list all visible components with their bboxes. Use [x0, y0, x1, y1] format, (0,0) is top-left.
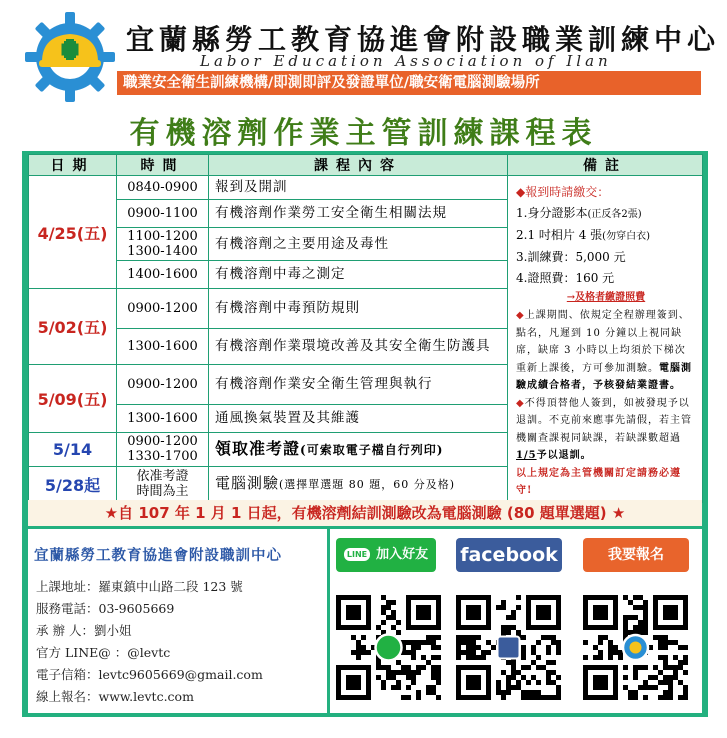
notes-item: 3.訓練費：5,000 元: [516, 250, 626, 264]
table-header-row: [29, 155, 703, 176]
course-cell: 有機溶劑作業勞工安全衛生相關法規: [209, 200, 508, 228]
course-cell: 有機溶劑作業環境改善及其安全衛生防護具: [209, 329, 508, 365]
pass-fee-note: →及格者繳證照費: [566, 292, 646, 303]
time-cell: 1400-1600: [117, 261, 209, 289]
time-cell: 依准考證 時間為主: [117, 466, 209, 502]
exam-change-banner: ★自 107 年 1 月 1 日起，有機溶劑結訓測驗改為電腦測驗 (80 題單選題) ★: [28, 500, 702, 526]
notes-item: 2.1 吋相片 4 張(勿穿白衣): [516, 228, 650, 242]
course-cell: 領取准考證(可索取電子檔自行列印): [209, 432, 508, 466]
social-panel: [330, 529, 702, 713]
time-cell: 0900-1200: [117, 365, 209, 404]
contact-line: 官方 LINE@ ：@levtc: [36, 645, 171, 660]
header-date: 日期: [29, 155, 117, 176]
header-course: 課程內容: [209, 155, 508, 176]
time-cell: 1100-1200 1300-1400: [117, 228, 209, 261]
date-cell: 5/28起: [29, 466, 117, 502]
header-notes: 備註: [508, 155, 703, 176]
contact-handler: 承 辦 人：劉小姐: [36, 623, 132, 638]
time-cell: 0900-1200: [117, 289, 209, 329]
course-cell: 有機溶劑中毒預防規則: [209, 289, 508, 329]
rules-paragraph-1: ◆上課期間、依規定全程辦理簽到、點名，凡遲到 10 分鐘以上視同缺席，缺席 3 小時以上均須於下梯次重新上課後，方可參加測驗。電腦測驗成績合格者，予核發結業證書。: [516, 310, 692, 391]
contact-address: 上課地址：羅東鎮中山路二段 123 號: [36, 579, 243, 594]
date-cell: 5/02(五): [29, 289, 117, 365]
time-cell: 0840-0900: [117, 176, 209, 200]
time-cell: 1300-1600: [117, 329, 209, 365]
contact-panel: [28, 529, 327, 713]
course-schedule-table: [28, 154, 703, 503]
time-cell: 0900-1200 1330-1700: [117, 432, 209, 466]
contact-email[interactable]: 電子信箱：levtc9605669@gmail.com: [36, 667, 263, 682]
header-time: 時間: [117, 155, 209, 176]
hard-hat-cross-logo: [25, 12, 115, 102]
signup-qr-code-icon[interactable]: [583, 595, 688, 700]
line-qr-code-icon[interactable]: [336, 595, 441, 700]
line-add-friend-button[interactable]: LINE 加入好友: [336, 538, 436, 572]
course-cell: 電腦測驗(選擇單選題 80 題，60 分及格): [209, 466, 508, 502]
notes-cell: [508, 176, 703, 503]
time-cell: 1300-1600: [117, 404, 209, 432]
rules-paragraph-3: 以上規定為主管機關訂定請務必遵守!: [516, 467, 681, 496]
course-cell: 通風換氣裝置及其維護: [209, 404, 508, 432]
date-cell: 5/14: [29, 432, 117, 466]
contact-website[interactable]: 線上報名：www.levtc.com: [36, 689, 194, 704]
signup-button[interactable]: 我要報名: [583, 538, 689, 572]
facebook-button[interactable]: facebook: [456, 538, 562, 572]
table-row: [29, 176, 703, 200]
notes-item: 4.證照費：160 元: [516, 271, 615, 285]
course-cell: 報到及開訓: [209, 176, 508, 200]
tagline-bar: 職業安全衛生訓練機構/即測即評及發證單位/職安衛電腦測驗場所: [117, 71, 701, 95]
facebook-qr-code-icon[interactable]: [456, 595, 561, 700]
org-name: 宜蘭縣勞工教育協進會附設職業訓練中心: [126, 23, 721, 56]
notes-item: 1.身分證影本(正反各2張): [516, 206, 642, 220]
header: [0, 0, 727, 110]
notes-heading: ◆報到時請繳交：: [516, 185, 610, 199]
course-cell: 有機溶劑中毒之測定: [209, 261, 508, 289]
course-cell: 有機溶劑作業安全衛生管理與執行: [209, 365, 508, 404]
org-english-name: Labor Education Association of Ilan: [200, 52, 612, 70]
contact-phone: 服務電話：03-9605669: [36, 601, 175, 616]
date-cell: 5/09(五): [29, 365, 117, 432]
rules-paragraph-2: ◆不得頂替他人簽到，如被發現予以退訓。不克前來應事先請假，若主管機關查課視同缺課，若缺課數超過1/5予以退訓。: [516, 397, 692, 461]
course-cell: 有機溶劑之主要用途及毒性: [209, 228, 508, 261]
contact-name: 宜蘭縣勞工教育協進會附設職訓中心: [34, 547, 282, 564]
time-cell: 0900-1100: [117, 200, 209, 228]
date-cell: 4/25(五): [29, 176, 117, 289]
page-title: 有機溶劑作業主管訓練課程表: [129, 116, 598, 151]
